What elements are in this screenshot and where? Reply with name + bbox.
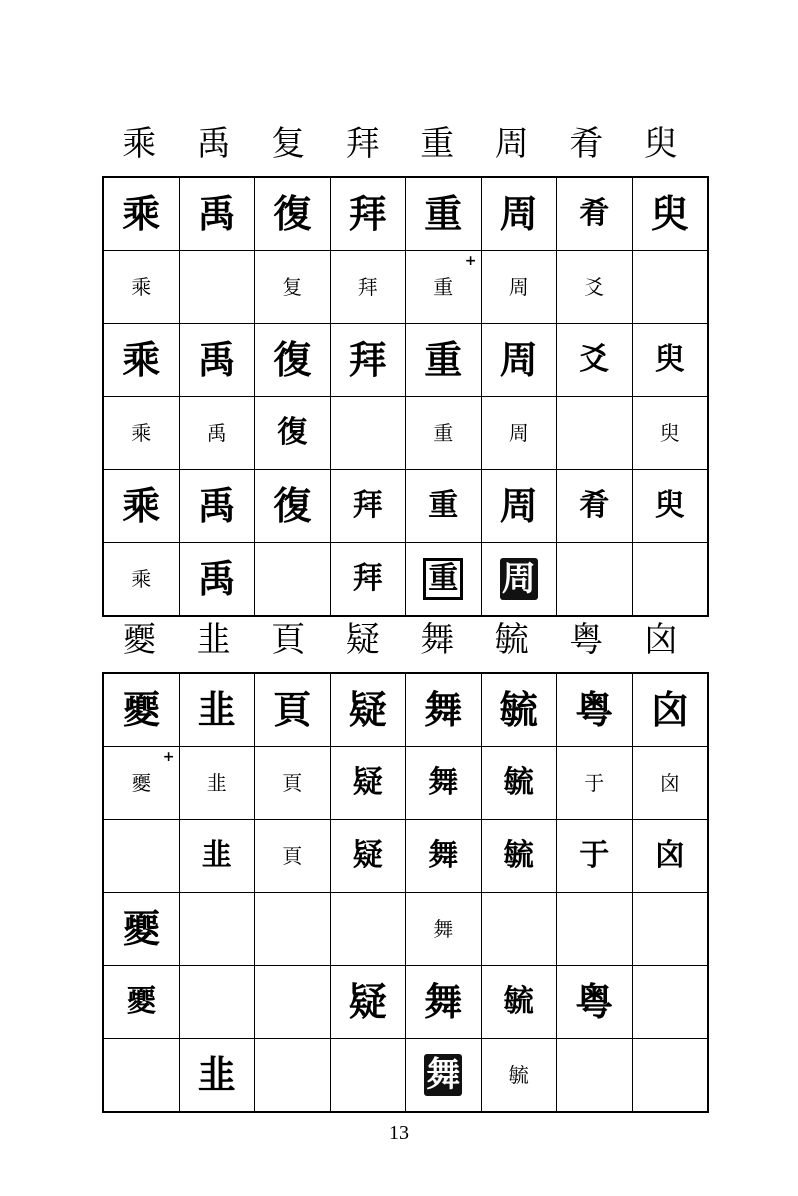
table-cell xyxy=(406,966,482,1039)
seal-glyph: 重 xyxy=(423,558,463,600)
header-char: 疑 xyxy=(345,620,380,660)
header-char: 夒 xyxy=(122,620,157,660)
table-cell xyxy=(103,747,179,820)
glyph: 韭 xyxy=(197,1052,236,1097)
table-cell xyxy=(481,673,557,747)
section-2-headers xyxy=(102,620,698,672)
glyph: 粤 xyxy=(575,979,614,1024)
header-char: 粤 xyxy=(569,620,604,660)
glyph: 粤 xyxy=(575,687,614,732)
table-cell xyxy=(255,1039,331,1113)
section-2 xyxy=(102,620,698,1113)
table-cell xyxy=(179,397,255,470)
glyph: 臾 xyxy=(650,191,689,236)
table-cell xyxy=(330,177,406,251)
glyph: 頁 xyxy=(282,770,303,795)
glyph: 肴 xyxy=(579,488,610,523)
glyph: 疑 xyxy=(348,687,387,732)
glyph-table-2 xyxy=(102,672,709,1113)
glyph: 疑 xyxy=(352,765,383,800)
table-cell xyxy=(481,251,557,324)
table-cell xyxy=(481,966,557,1039)
table-cell xyxy=(330,747,406,820)
glyph-table-1 xyxy=(102,176,709,617)
glyph: 重 xyxy=(428,488,459,523)
glyph: 禹 xyxy=(197,556,236,601)
table-cell xyxy=(103,397,179,470)
table-cell xyxy=(557,893,633,966)
glyph: 臾 xyxy=(654,488,685,523)
header-char: 臾 xyxy=(643,124,678,164)
glyph: 拜 xyxy=(348,191,387,236)
glyph: 禹 xyxy=(197,191,236,236)
table-cell xyxy=(255,820,331,893)
table-cell xyxy=(557,324,633,397)
table-cell xyxy=(330,673,406,747)
glyph: 囟 xyxy=(659,770,680,795)
header-char: 乘 xyxy=(122,124,157,164)
glyph: 復 xyxy=(273,337,312,382)
table-cell xyxy=(103,251,179,324)
table-cell xyxy=(179,673,255,747)
table-row xyxy=(103,177,708,251)
glyph: 乘 xyxy=(131,420,152,445)
header-char: 拜 xyxy=(345,124,380,164)
glyph: 臾 xyxy=(659,420,680,445)
table-cell xyxy=(179,324,255,397)
glyph: 于 xyxy=(584,770,605,795)
table-cell xyxy=(481,820,557,893)
glyph: 復 xyxy=(277,415,308,450)
glyph: 重 xyxy=(433,420,454,445)
table-cell xyxy=(481,543,557,617)
table-cell xyxy=(481,177,557,251)
glyph: 疑 xyxy=(352,838,383,873)
table-row xyxy=(103,543,708,617)
table-cell xyxy=(179,966,255,1039)
table-cell xyxy=(632,966,708,1039)
table-cell xyxy=(330,470,406,543)
glyph: 臾 xyxy=(654,342,685,377)
table-cell xyxy=(255,893,331,966)
table-cell xyxy=(557,673,633,747)
glyph: 韭 xyxy=(206,770,227,795)
table-cell xyxy=(632,324,708,397)
glyph: 周 xyxy=(508,274,529,299)
glyph: 爻 xyxy=(579,342,610,377)
table-cell xyxy=(632,251,708,324)
glyph: 舞 xyxy=(424,979,463,1024)
glyph: 夒 xyxy=(122,687,161,732)
glyph: 乘 xyxy=(122,191,161,236)
table-cell xyxy=(632,543,708,617)
header-char: 禹 xyxy=(196,124,231,164)
glyph: 疑 xyxy=(348,979,387,1024)
glyph: 于 xyxy=(579,838,610,873)
header-char: 复 xyxy=(271,124,306,164)
table-cell xyxy=(481,1039,557,1113)
table-cell xyxy=(255,966,331,1039)
glyph: 周 xyxy=(499,191,538,236)
table-row xyxy=(103,673,708,747)
header-char: 肴 xyxy=(569,124,604,164)
table-cell xyxy=(406,177,482,251)
glyph: 周 xyxy=(499,337,538,382)
table-cell xyxy=(103,543,179,617)
glyph: 爻 xyxy=(584,274,605,299)
table-cell xyxy=(103,324,179,397)
glyph: 復 xyxy=(273,191,312,236)
page-number: 13 xyxy=(389,1122,409,1144)
glyph: 禹 xyxy=(206,420,227,445)
plus-mark: + xyxy=(162,749,175,765)
table-cell xyxy=(179,820,255,893)
table-cell xyxy=(481,747,557,820)
glyph: 毓 xyxy=(508,1062,529,1087)
table-cell xyxy=(255,543,331,617)
table-cell xyxy=(632,397,708,470)
table-cell xyxy=(330,966,406,1039)
table-row xyxy=(103,1039,708,1113)
table-cell xyxy=(406,543,482,617)
table-cell xyxy=(255,251,331,324)
glyph: 重 xyxy=(424,191,463,236)
table-cell xyxy=(330,820,406,893)
header-char: 毓 xyxy=(494,620,529,660)
table-cell xyxy=(632,747,708,820)
table-cell xyxy=(406,1039,482,1113)
table-cell xyxy=(557,747,633,820)
table-cell xyxy=(330,251,406,324)
glyph: 毓 xyxy=(503,765,534,800)
header-char: 韭 xyxy=(196,620,231,660)
section-1 xyxy=(102,124,698,617)
glyph: 韭 xyxy=(197,687,236,732)
table-cell xyxy=(103,673,179,747)
table-cell xyxy=(255,177,331,251)
glyph: 頁 xyxy=(273,687,312,732)
glyph: 禹 xyxy=(197,337,236,382)
table-cell xyxy=(103,470,179,543)
table-cell xyxy=(406,820,482,893)
glyph: 重 xyxy=(424,337,463,382)
table-cell xyxy=(330,543,406,617)
seal-glyph: 舞 xyxy=(426,1055,461,1095)
table-cell xyxy=(632,177,708,251)
table-cell xyxy=(103,177,179,251)
table-cell xyxy=(179,747,255,820)
header-char: 頁 xyxy=(271,620,306,660)
table-cell xyxy=(406,470,482,543)
glyph: 夒 xyxy=(122,906,161,951)
table-cell xyxy=(481,397,557,470)
table-cell xyxy=(255,470,331,543)
table-cell xyxy=(481,470,557,543)
glyph: 拜 xyxy=(352,561,383,596)
table-cell xyxy=(103,1039,179,1113)
table-cell xyxy=(557,177,633,251)
table-cell xyxy=(632,893,708,966)
table-cell xyxy=(557,1039,633,1113)
table-row xyxy=(103,820,708,893)
table-cell xyxy=(632,673,708,747)
table-row xyxy=(103,470,708,543)
glyph: 周 xyxy=(499,483,538,528)
glyph: 囟 xyxy=(654,838,685,873)
glyph: 囟 xyxy=(650,687,689,732)
plus-mark: + xyxy=(464,253,477,269)
glyph: 舞 xyxy=(424,687,463,732)
glyph: 毓 xyxy=(503,984,534,1019)
table-cell xyxy=(481,324,557,397)
table-cell xyxy=(406,397,482,470)
table-cell xyxy=(330,324,406,397)
table-cell xyxy=(406,251,482,324)
seal-glyph: 周 xyxy=(501,559,536,599)
table-cell xyxy=(557,966,633,1039)
table-cell xyxy=(179,177,255,251)
table-cell xyxy=(632,820,708,893)
glyph: 乘 xyxy=(122,337,161,382)
glyph: 舞 xyxy=(433,916,454,941)
table-cell xyxy=(255,673,331,747)
table-row xyxy=(103,893,708,966)
table-cell xyxy=(255,747,331,820)
header-char: 囟 xyxy=(643,620,678,660)
glyph: 复 xyxy=(282,274,303,299)
table-row xyxy=(103,397,708,470)
table-cell xyxy=(103,820,179,893)
glyph: 周 xyxy=(508,420,529,445)
table-cell xyxy=(255,397,331,470)
glyph: 頁 xyxy=(282,843,303,868)
table-cell xyxy=(330,1039,406,1113)
table-cell xyxy=(406,747,482,820)
glyph: 拜 xyxy=(357,274,378,299)
table-cell xyxy=(179,543,255,617)
table-cell xyxy=(179,251,255,324)
glyph: 毓 xyxy=(499,687,538,732)
glyph: 夒 xyxy=(131,770,152,795)
table-cell xyxy=(406,673,482,747)
glyph: 禹 xyxy=(197,483,236,528)
glyph: 乘 xyxy=(122,483,161,528)
table-cell xyxy=(179,1039,255,1113)
table-cell xyxy=(103,893,179,966)
table-row xyxy=(103,324,708,397)
glyph: 舞 xyxy=(428,838,459,873)
header-char: 重 xyxy=(420,124,455,164)
table-cell xyxy=(632,1039,708,1113)
table-cell xyxy=(406,324,482,397)
table-cell xyxy=(179,470,255,543)
glyph: 韭 xyxy=(201,838,232,873)
table-cell xyxy=(179,893,255,966)
header-char: 周 xyxy=(494,124,529,164)
table-row xyxy=(103,966,708,1039)
table-cell xyxy=(632,470,708,543)
glyph: 乘 xyxy=(131,566,152,591)
table-cell xyxy=(557,251,633,324)
table-cell xyxy=(406,893,482,966)
table-cell xyxy=(557,397,633,470)
glyph: 毓 xyxy=(503,838,534,873)
table-cell xyxy=(557,543,633,617)
glyph: 重 xyxy=(433,274,454,299)
table-cell xyxy=(103,966,179,1039)
header-char: 舞 xyxy=(420,620,455,660)
glyph: 舞 xyxy=(428,765,459,800)
glyph: 拜 xyxy=(352,488,383,523)
section-1-headers xyxy=(102,124,698,176)
table-cell xyxy=(330,893,406,966)
glyph: 復 xyxy=(273,483,312,528)
glyph: 乘 xyxy=(131,274,152,299)
table-cell xyxy=(557,470,633,543)
table-cell xyxy=(481,893,557,966)
glyph: 夒 xyxy=(126,984,157,1019)
table-row xyxy=(103,251,708,324)
table-row xyxy=(103,747,708,820)
table-cell xyxy=(255,324,331,397)
table-cell xyxy=(330,397,406,470)
glyph: 肴 xyxy=(579,196,610,231)
glyph: 拜 xyxy=(348,337,387,382)
table-cell xyxy=(557,820,633,893)
